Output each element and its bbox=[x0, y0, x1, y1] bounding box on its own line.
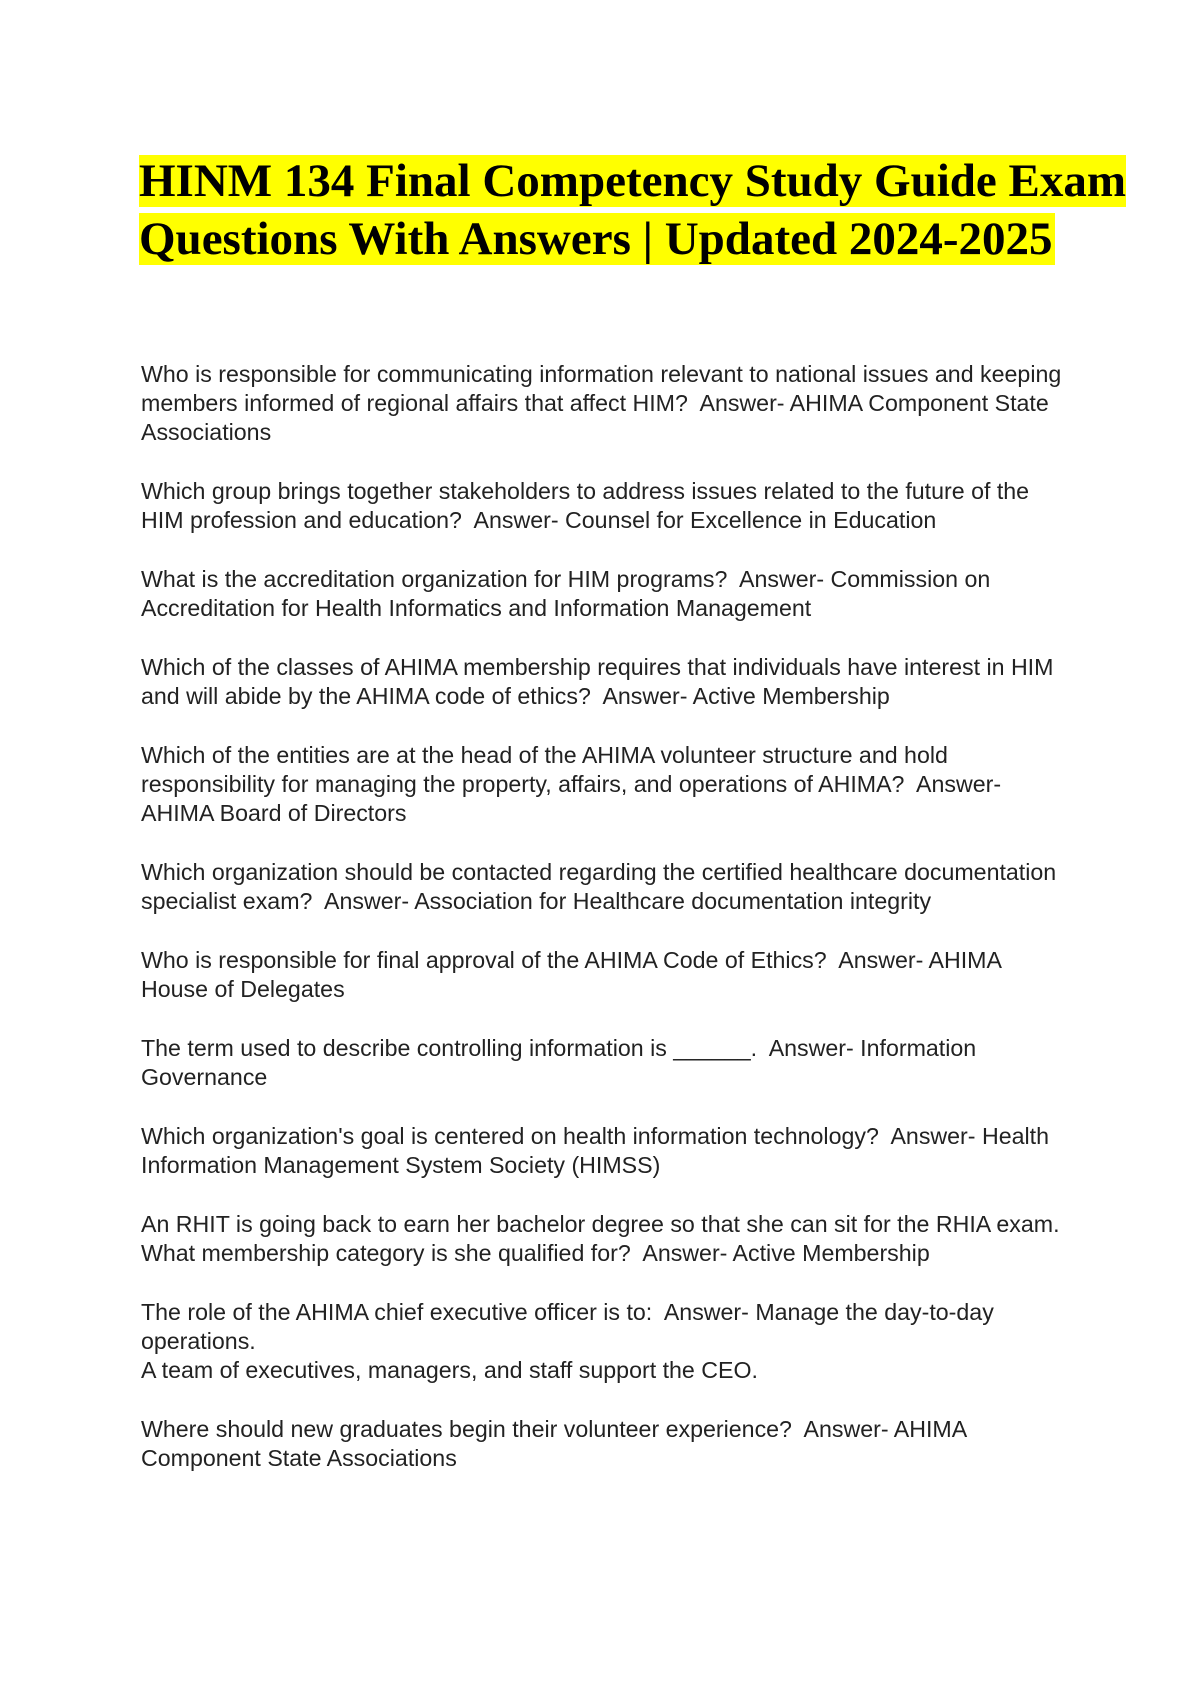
qa-item: Which of the classes of AHIMA membership requires that individuals have interest in HIM and will abide by the AHIMA code of ethics? Answer- Active Membership bbox=[141, 654, 1060, 709]
title-highlight: HINM 134 Final Competency Study Guide Exam Questions With Answers | Updated 2024-2025 bbox=[139, 155, 1127, 265]
qa-item: Who is responsible for final approval of the AHIMA Code of Ethics? Answer- AHIMA House of Delegates bbox=[141, 947, 1008, 1002]
qa-item: The term used to describe controlling information is ______. Answer- Information Governance bbox=[141, 1035, 983, 1090]
qa-item: Which of the entities are at the head of the AHIMA volunteer structure and hold responsibility for managing the property, affairs, and operations of AHIMA? Answer- AHIMA Board of Directors bbox=[141, 742, 1007, 826]
qa-list bbox=[141, 360, 1071, 1473]
qa-item: Where should new graduates begin their volunteer experience? Answer- AHIMA Component State Associations bbox=[141, 1416, 973, 1471]
document-title bbox=[139, 152, 1139, 268]
qa-item: Who is responsible for communicating information relevant to national issues and keeping members informed of regional affairs that affect HIM? Answer- AHIMA Component State Associations bbox=[141, 361, 1068, 445]
qa-item: Which group brings together stakeholders to address issues related to the future of the HIM profession and education? Answer- Counsel for Excellence in Education bbox=[141, 478, 1036, 533]
qa-item: An RHIT is going back to earn her bachelor degree so that she can sit for the RHIA exam. What membership category is she qualified for? Answer- Active Membership bbox=[141, 1211, 1066, 1266]
qa-item: What is the accreditation organization for HIM programs? Answer- Commission on Accreditation for Health Informatics and Information Management bbox=[141, 566, 996, 621]
qa-item: The role of the AHIMA chief executive officer is to: Answer- Manage the day-to-day operations. A team of executives, managers, and staff support the CEO. bbox=[141, 1299, 994, 1383]
qa-item: Which organization should be contacted regarding the certified healthcare documentation specialist exam? Answer- Association for Healthcare documentation integrity bbox=[141, 859, 1063, 914]
qa-item: Which organization's goal is centered on health information technology? Answer- Health Information Management System Society (HIMSS) bbox=[141, 1123, 1056, 1178]
